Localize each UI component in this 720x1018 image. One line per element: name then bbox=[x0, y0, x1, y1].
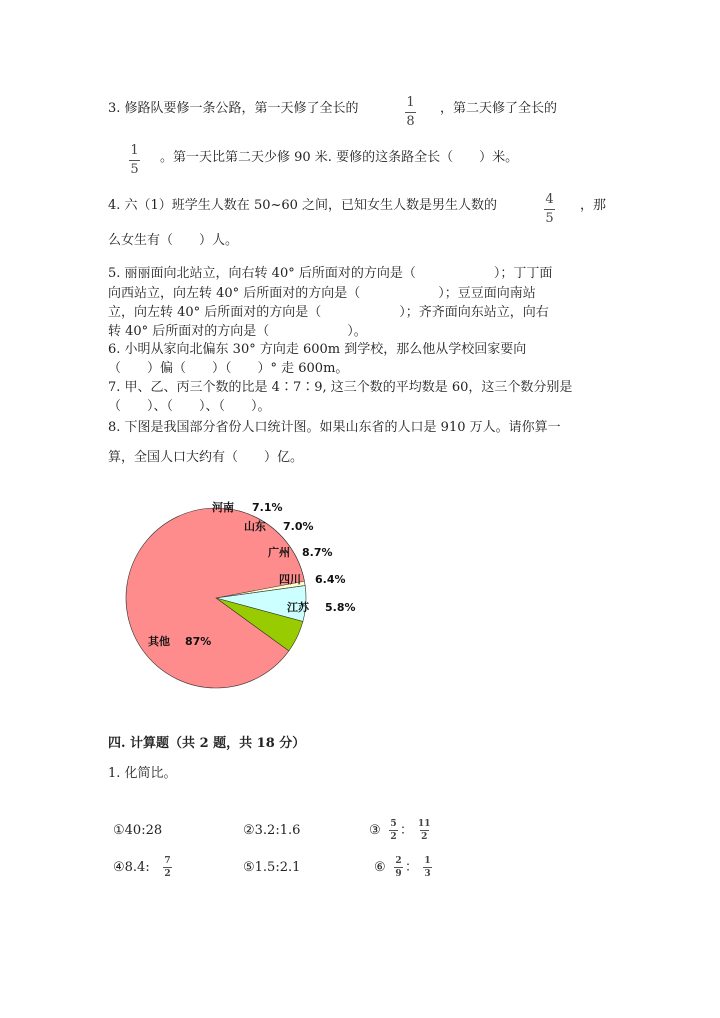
item-mark: ④ bbox=[113, 860, 125, 875]
q8-line1: 8. 下图是我国部分省份人口统计图。如果山东省的人口是 910 万人。请你算一 bbox=[108, 420, 561, 435]
calc-item-3-fraction-2 bbox=[418, 819, 431, 842]
fraction-numerator: 5 bbox=[390, 819, 397, 829]
fraction-bar bbox=[394, 867, 403, 868]
pie-label-value-4: 5.8% bbox=[325, 601, 356, 614]
pie-label-value-2: 8.7% bbox=[302, 546, 333, 559]
fraction-numerator: 11 bbox=[418, 819, 431, 829]
calc-item-6-mark: ⑥ bbox=[374, 860, 386, 875]
q4-line1-tail: ，那 bbox=[580, 198, 607, 213]
fraction-numerator: 1 bbox=[130, 143, 139, 158]
q3-line1-tail: ，第二天修了全长的 bbox=[440, 101, 558, 116]
fraction-denominator: 5 bbox=[545, 211, 554, 226]
pie-label-name-3: 四川 bbox=[279, 573, 301, 586]
q4-line1-text: 4. 六（1）班学生人数在 50~60 之间，已知女生人数是男生人数的 bbox=[108, 198, 498, 213]
q5-line3: 立，向左转 40° 后所面对的方向是（ ）；齐齐面向东站立，向右 bbox=[108, 305, 549, 320]
fraction-numerator: 4 bbox=[545, 192, 554, 207]
calc-item-1 bbox=[113, 821, 162, 841]
fraction-denominator: 8 bbox=[406, 114, 415, 129]
q6-line2: （ ）偏（ ）（ ）° 走 600m。 bbox=[108, 361, 349, 376]
calc-item-6-fraction-1 bbox=[394, 856, 403, 879]
calc-item-3-fraction-1 bbox=[389, 819, 398, 842]
fraction-bar bbox=[389, 830, 398, 831]
section-4-q1: 1. 化简比。 bbox=[108, 766, 177, 781]
q7-line2: （ ）、（ ）、（ ）。 bbox=[108, 399, 271, 414]
q6-line1: 6. 小明从家向北偏东 30° 方向走 600m 到学校，那么他从学校回家要向 bbox=[108, 342, 527, 357]
fraction-bar bbox=[405, 112, 416, 113]
calc-item-3-mark: ③ bbox=[369, 823, 381, 838]
calc-item-4 bbox=[113, 858, 150, 878]
fraction-bar bbox=[129, 160, 140, 161]
calc-item-6-sep: ： bbox=[405, 860, 419, 875]
pie-label-value-3: 6.4% bbox=[315, 573, 346, 586]
pie-label-value-1: 7.0% bbox=[283, 520, 314, 533]
fraction-bar bbox=[420, 830, 429, 831]
fraction-numerator: 2 bbox=[395, 856, 402, 866]
item-expr: 1.5:2.1 bbox=[254, 860, 301, 875]
pie-label-name-2: 广州 bbox=[268, 546, 290, 559]
item-mark: ① bbox=[113, 823, 125, 838]
fraction-numerator: 7 bbox=[164, 856, 171, 866]
item-mark: ② bbox=[243, 823, 255, 838]
q3-line1-text: 3. 修路队要修一条公路，第一天修了全长的 bbox=[108, 101, 359, 116]
fraction-bar bbox=[544, 209, 555, 210]
q8-line2: 算，全国人口大约有（ ）亿。 bbox=[108, 450, 304, 465]
fraction-denominator: 9 bbox=[395, 869, 402, 879]
pie-label-name-1: 山东 bbox=[244, 520, 266, 533]
q5-line2: 向西站立，向左转 40° 后所面对的方向是（ ）；豆豆面向南站 bbox=[108, 286, 536, 301]
fraction-denominator: 2 bbox=[421, 832, 428, 842]
fraction-bar bbox=[423, 867, 432, 868]
pie-label-name-4: 江苏 bbox=[287, 601, 309, 614]
q3-fraction-2 bbox=[129, 144, 140, 177]
fraction-numerator: 1 bbox=[406, 95, 415, 110]
item-mark: ⑤ bbox=[243, 860, 255, 875]
calc-item-4-fraction bbox=[163, 856, 172, 879]
item-expr: 8.4: bbox=[124, 860, 150, 875]
fraction-denominator: 2 bbox=[164, 869, 171, 879]
pie-label-value-0: 7.1% bbox=[252, 501, 283, 514]
section-4-title: 四. 计算题（共 2 题，共 18 分） bbox=[108, 736, 306, 751]
calc-item-5 bbox=[243, 858, 300, 878]
item-expr: 3.2:1.6 bbox=[254, 823, 301, 838]
item-expr: 40:28 bbox=[124, 823, 163, 838]
calc-item-2 bbox=[243, 821, 300, 841]
q7-line1: 7. 甲、乙、丙三个数的比是 4∶7∶9, 这三个数的平均数是 60，这三个数分别是 bbox=[108, 380, 573, 395]
fraction-denominator: 5 bbox=[130, 162, 139, 177]
calc-item-6-fraction-2 bbox=[423, 856, 432, 879]
pie-label-value-5: 87% bbox=[185, 635, 212, 648]
pie-label-name-0: 河南 bbox=[212, 501, 234, 514]
q3-line2-text: 。第一天比第二天少修 90 米. 要修的这条路全长（ ）米。 bbox=[160, 150, 519, 165]
fraction-denominator: 3 bbox=[424, 869, 431, 879]
pie-label-name-5: 其他 bbox=[148, 635, 170, 648]
fraction-bar bbox=[163, 867, 172, 868]
q5-line4: 转 40° 后所面对的方向是（ ）。 bbox=[108, 324, 367, 339]
q5-line1: 5. 丽丽面向北站立，向右转 40° 后所面对的方向是（ ）；丁丁面 bbox=[108, 266, 553, 281]
fraction-numerator: 1 bbox=[424, 856, 431, 866]
calc-item-3-sep: ： bbox=[400, 823, 414, 838]
q4-fraction bbox=[544, 193, 555, 226]
q3-fraction-1 bbox=[405, 96, 416, 129]
q4-line2-text: 么女生有（ ）人。 bbox=[108, 233, 239, 248]
population-pie-chart bbox=[0, 480, 720, 710]
fraction-denominator: 2 bbox=[390, 832, 397, 842]
